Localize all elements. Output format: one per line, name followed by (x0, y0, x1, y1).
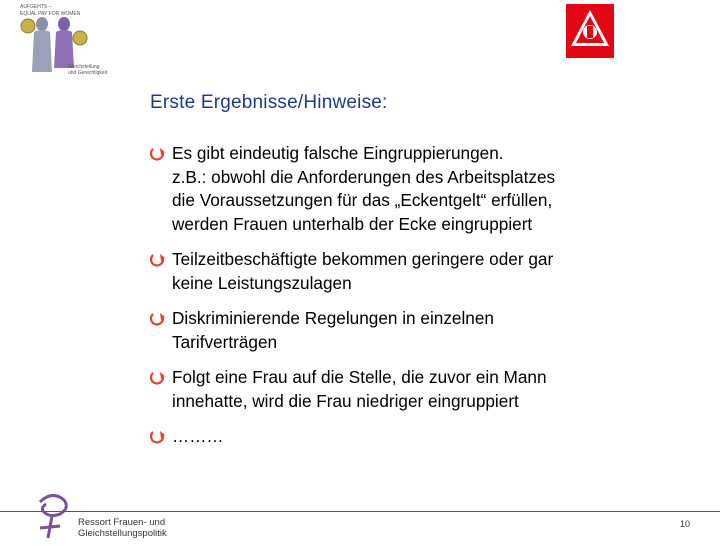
bullet-text: Folgt eine Frau auf die Stelle, die zuvor ein Mann innehatte, wird die Frau niedriger eingruppiert (172, 367, 547, 411)
arrow-bullet-icon (150, 311, 166, 327)
bullet-list (150, 142, 690, 461)
igm-logo (566, 4, 614, 58)
bullet-item (150, 248, 690, 295)
arrow-bullet-icon (150, 429, 166, 445)
arrow-bullet-icon (150, 370, 166, 386)
bullet-text: ……… (172, 426, 224, 446)
bullet-item (150, 142, 690, 236)
arrow-bullet-icon (150, 252, 166, 268)
bullet-text: Diskriminierende Regelungen in einzelnen Tarifverträgen (172, 308, 494, 352)
venus-symbol-logo (30, 488, 74, 540)
page-number: 10 (679, 519, 690, 529)
footer-divider (0, 511, 720, 512)
campaign-logo-line-2: EQUAL PAY FOR WOMEN (20, 11, 81, 17)
igm-logo-icon (566, 4, 614, 58)
campaign-logo (4, 2, 116, 78)
bullet-text: Es gibt eindeutig falsche Eingruppierungen. z.B.: obwohl die Anforderungen des Arbeitsplatzes die Voraussetzungen für das „Eckentgelt“ erfüllen, werden Frauen unterhalb der Ecke eingruppiert (172, 143, 556, 234)
footer-department: Ressort Frauen- und Gleichstellungspolitik (78, 517, 167, 539)
venus-symbol-icon (30, 488, 74, 540)
arrow-bullet-icon (150, 146, 166, 162)
bullet-item (150, 307, 690, 354)
bullet-item (150, 366, 690, 413)
slide-title: Erste Ergebnisse/Hinweise: (150, 92, 388, 113)
campaign-logo-sub-1: Gleichstellung (68, 64, 100, 70)
bullet-text: Teilzeitbeschäftigte bekommen geringere oder gar keine Leistungszulagen (172, 249, 554, 293)
campaign-logo-sub-2: und Gerechtigkeit (68, 70, 108, 76)
campaign-logo-line-1: AUFGEHTS – (20, 4, 52, 10)
bullet-item (150, 425, 690, 449)
